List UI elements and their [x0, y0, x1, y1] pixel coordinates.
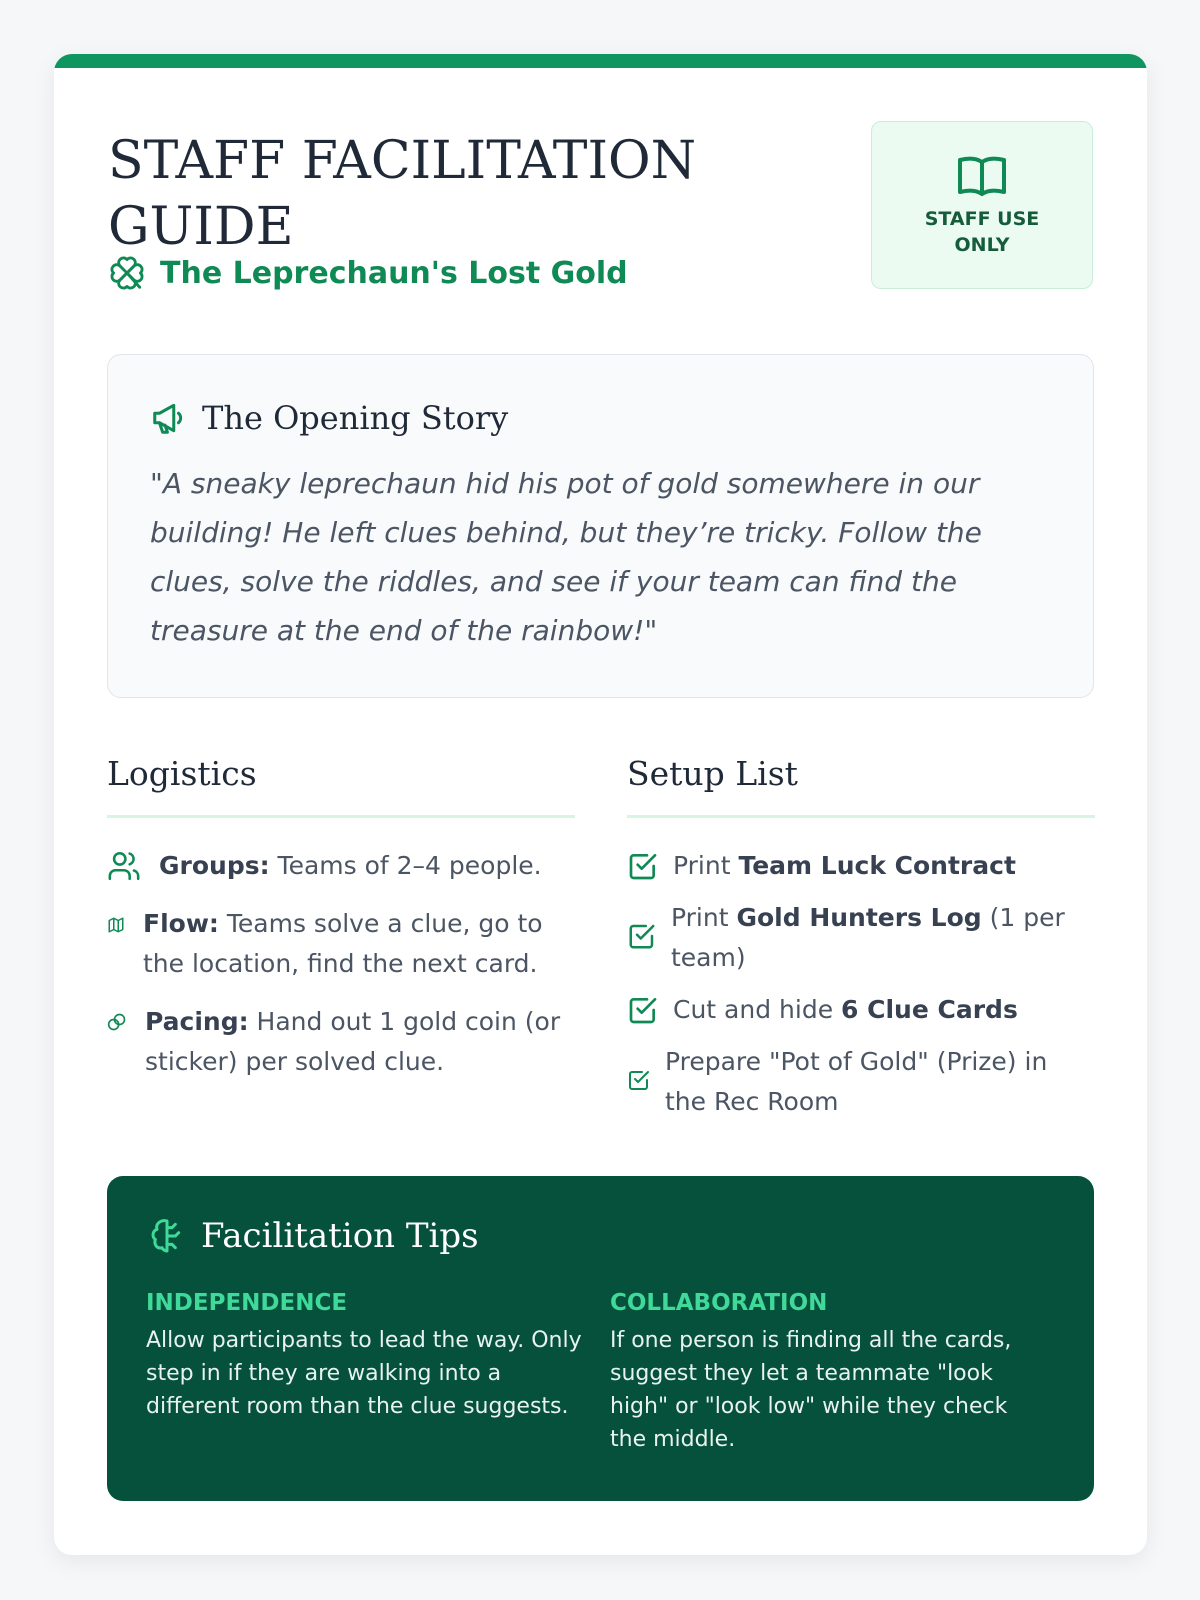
logistics-heading: Logistics: [107, 754, 575, 818]
setup-heading: Setup List: [627, 754, 1095, 818]
accent-bar: [54, 54, 1147, 68]
tip-collaboration: COLLABORATION If one person is finding all the cards, suggest they let a teammate "look high" or "look low" while they check the middle.: [610, 1290, 1012, 1452]
setup-item: Prepare "Pot of Gold" (Prize) in the Rec Room: [627, 1042, 1095, 1122]
map-icon: [107, 916, 125, 934]
logistics-section: [107, 754, 575, 1082]
book-open-icon: [956, 152, 1008, 200]
facilitation-tips: [107, 1176, 1094, 1501]
setup-item: Cut and hide 6 Clue Cards: [627, 990, 1095, 1030]
setup-section: [627, 754, 1095, 1122]
story-text: "A sneaky leprechaun hid his pot of gold somewhere in our building! He left clues behind, but they’re tricky. Follow the clues, solve the riddles, and see if your team can find the treasure at the end of the rainbow!": [150, 467, 982, 647]
checkbox-checked-icon: [627, 1068, 651, 1092]
checkbox-checked-icon: [627, 850, 659, 882]
logistics-item-flow: Flow: Teams solve a clue, go to the location, find the next card.: [107, 904, 575, 984]
brain-icon: [147, 1216, 187, 1256]
guide-card: [54, 54, 1147, 1555]
page-title: STAFF FACILITATION GUIDE: [108, 131, 697, 257]
checkbox-checked-icon: [627, 921, 657, 951]
logistics-item-pacing: Pacing: Hand out 1 gold coin (or sticker) per solved clue.: [107, 1002, 575, 1082]
coins-icon: [107, 1012, 127, 1032]
megaphone-icon: [150, 399, 188, 437]
setup-item: Print Team Luck Contract: [627, 846, 1095, 886]
staff-use-badge: STAFF USE ONLY: [871, 121, 1093, 289]
setup-item: Print Gold Hunters Log (1 per team): [627, 898, 1095, 978]
tip-independence: INDEPENDENCE Allow participants to lead the way. Only step in if they are walking into a different room than the clue suggests.: [146, 1290, 582, 1419]
opening-story: [107, 354, 1094, 698]
story-heading: The Opening Story: [150, 399, 508, 437]
clover-icon: [108, 254, 146, 292]
users-icon: [107, 849, 141, 883]
checkbox-checked-icon: [627, 994, 659, 1026]
subtitle: The Leprechaun's Lost Gold: [108, 254, 628, 292]
logistics-item-groups: Groups: Teams of 2–4 people.: [107, 846, 575, 886]
tips-heading: Facilitation Tips: [147, 1216, 479, 1256]
